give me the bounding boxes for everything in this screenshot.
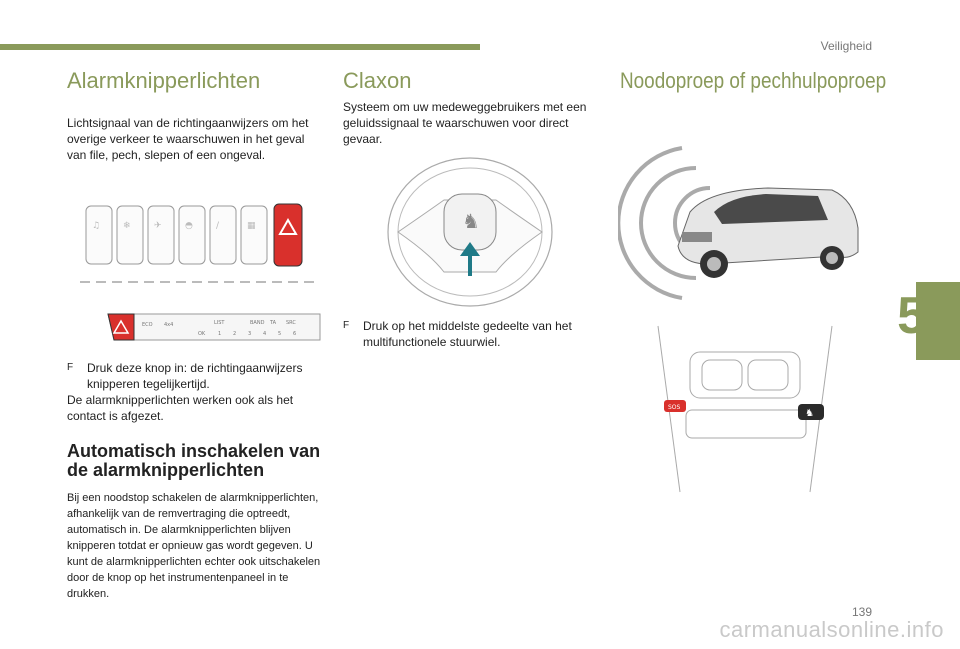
svg-text:✈: ✈ — [154, 221, 162, 231]
assistance-button[interactable] — [798, 404, 824, 420]
radio-panel — [108, 314, 320, 340]
chapter-number: 5 — [897, 287, 926, 345]
horn-pad[interactable] — [444, 194, 496, 250]
svg-text:◓: ◓ — [185, 221, 193, 231]
sos-button[interactable] — [664, 400, 686, 412]
panel-label-4: 4 — [263, 331, 267, 337]
bullet-mark: F — [67, 362, 74, 373]
bullet-mark: F — [343, 320, 350, 331]
horn-bullet — [343, 318, 603, 350]
steering-wheel-illustration — [380, 150, 560, 310]
horn-title: Claxon — [343, 68, 412, 93]
panel-label-6: 6 — [293, 331, 297, 337]
panel-label-3: 3 — [248, 331, 252, 337]
panel-label-2: 2 — [233, 331, 237, 337]
panel-label-4x4: 4x4 — [164, 322, 174, 328]
panel-label-ta: TA — [270, 320, 277, 326]
hazard-button[interactable] — [274, 204, 302, 266]
auto-hazard-heading: Automatisch inschakelen van de alarmknipperlichten — [67, 441, 321, 480]
page-number: 139 — [851, 605, 872, 619]
roof-console-illustration — [650, 322, 840, 497]
horn-intro: Systeem om uw medeweggebruikers met een geluidssignaal te waarschuwen voor direct gevaar. — [343, 100, 587, 146]
header-accent-bar — [0, 44, 480, 50]
svg-text:♞: ♞ — [805, 408, 814, 419]
horn-bullet-text: Druk op het middelste gedeelte van het multifunctionele stuurwiel. — [363, 319, 572, 349]
svg-text:▦: ▦ — [247, 221, 256, 231]
alarm-bullet-text: Druk deze knop in: de richtingaanwijzers knipperen tegelijkertijd. — [87, 361, 303, 391]
panel-label-ok: OK — [198, 331, 206, 337]
svg-text:∕: ∕ — [216, 221, 220, 231]
car-signal-illustration — [618, 128, 878, 313]
section-label: Veiligheid — [820, 39, 872, 53]
alarm-title: Alarmknipperlichten — [67, 68, 261, 93]
svg-text:♫: ♫ — [92, 221, 101, 231]
panel-label-1: 1 — [218, 331, 222, 337]
sos-label: SOS — [668, 404, 681, 411]
emergency-call-title: Noodoproep of pechhulpoproep — [620, 68, 887, 93]
alarm-note: De alarmknipperlichten werken ook als het contact is afgezet. — [67, 393, 294, 423]
watermark: carmanualsonline.info — [719, 617, 944, 642]
svg-text:♞: ♞ — [462, 209, 480, 233]
hazard-switch-illustration — [70, 194, 332, 354]
panel-label-eco: ECO — [142, 322, 153, 328]
auto-hazard-body: Bij een noodstop schakelen de alarmknipperlichten, afhankelijk van de remvertraging die optreedt, automatisch in. De alarmknipperlichten blijven knipperen totdat er opnieuw gas wordt gegeven. U kunt de alarmknipperlichten echter ook uitschakelen door de knop op het instrumentenpaneel in te drukken. — [67, 492, 321, 600]
panel-label-band: BAND — [250, 320, 265, 326]
car-icon — [678, 188, 858, 278]
alarm-intro: Lichtsignaal van de richtingaanwijzers om het overige verkeer te waarschuwen in het geval van file, pech, slepen of een ongeval. — [67, 116, 309, 162]
panel-label-src: SRC — [286, 320, 296, 326]
alarm-bullet — [67, 360, 342, 392]
panel-label-5: 5 — [278, 331, 282, 337]
svg-text:❄: ❄ — [123, 221, 131, 231]
panel-label-list: LIST — [214, 320, 225, 326]
